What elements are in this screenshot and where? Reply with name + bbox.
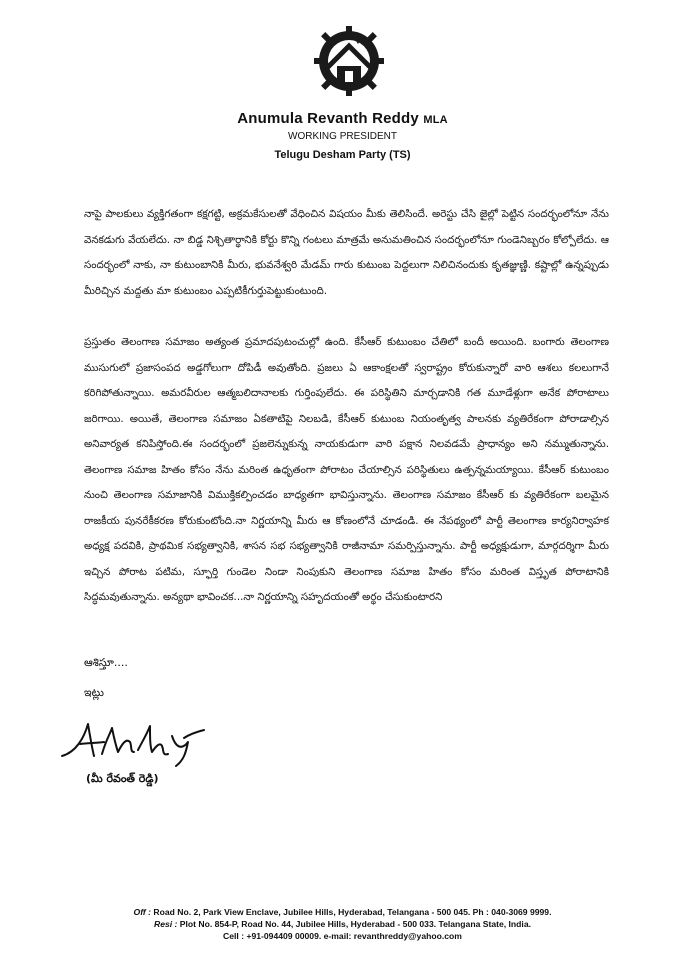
email-label: e-mail: — [323, 931, 352, 941]
residence-address: Plot No. 854-P, Road No. 44, Jubilee Hills, Hyderabad - 500 033. Telangana State, India. — [179, 919, 531, 929]
phone-number: 040-3069 9999. — [491, 907, 552, 917]
cell-number: +91-094409 00009. — [246, 931, 322, 941]
closing-line-1: ఆశిస్తూ.... — [84, 656, 128, 669]
letterhead-role: WORKING PRESIDENT — [288, 131, 397, 142]
footer-office-line — [0, 906, 685, 918]
footer-contact-line — [0, 930, 685, 942]
office-label: Off : — [133, 907, 152, 917]
letterhead-party: Telugu Desham Party (TS) — [274, 149, 411, 161]
footer-residence-line — [0, 918, 685, 930]
letter-paragraph-1: నాపై పాలకులు వ్యక్తిగతంగా కక్షగట్టి, అక్రమకేసులతో వేధించిన విషయం మీకు తెలిసిందే. అరెస్టు చేసి జైల్లో పెట్టిన సందర్భంలోనూ నేను వెనకడుగు వేయలేదు. నా బిడ్డ నిశ్చితార్థానికి కోర్టు కొన్ని గంటలు మాత్రమే అనుమతించిన సందర్భంలోనూ గుండెనిబ్బరం కోల్పోలేదు. ఆ సందర్భంలో నాకు, నా కుటుంబానికి మీరు, భువనేశ్వరి మేడమ్ గారు కుటుంబ పెద్దలుగా నిలిచినందుకు కృతజ్ఞుణ్ణి. కష్టాల్లో ఉన్నప్పుడు మీరిచ్చిన మద్దతు మా కుటుంబం ఎప్పటికీగుర్తుపెట్టుకుంటుంది. — [84, 208, 609, 297]
party-logo — [314, 26, 384, 96]
letter-paragraph-2: ప్రస్తుతం తెలంగాణ సమాజం అత్యంత ప్రమాదపుటంచుల్లో ఉంది. కేసీఆర్ కుటుంబం చేతిలో బందీ అయింది. బంగారు తెలంగాణ ముసుగులో ప్రజాసంపద అడ్డగోలుగా దోపిడీ అవుతోంది. ప్రజలు ఏ ఆకాంక్షలతో స్వరాష్ట్రం కోరుకున్నారో వారి ఆశలు కలలుగానే కరిగిపోతున్నాయి. అమరవీరుల ఆత్మబలిదానాలకు గుర్తింపులేదు. ఈ పరిస్థితిని మార్చడానికి గత మూడేళ్లుగా అనేక పోరాటాలు జరిగాయి. అయితే, తెలంగాణ సమాజం ఏకతాటిపై నిలబడి, కేసీఆర్ కుటుంబ నియంతృత్వ పాలనకు వ్యతిరేకంగా పోరాడాల్సిన అనివార్యత కనిపిస్తోంది.ఈ సందర్భంలో ప్రజలెన్నుకున్న నాయకుడుగా వారి పక్షాన నిలవడమే ప్రాధాన్యం అని నమ్ముతున్నాను. తెలంగాణ సమాజ హితం కోసం నేను మరింత ఉధృతంగా పోరాటం చేయాల్సిన పరిస్థితులు ఉత్పన్నమయ్యాయి. కేసీఆర్ కుటుంబం నుంచి తెలంగాణ సమాజానికి విముక్తికల్పించడం బాధ్యతగా భావిస్తున్నాను. తెలంగాణ సమాజం కేసీఆర్ కు వ్యతిరేకంగా బలమైన రాజకీయ పునరేకీకరణ కోరుకుంటోంది.నా నిర్ణయాన్ని మీరు ఆ కోణంలోనే చూడండి. ఈ నేపథ్యంలో పార్టీ తెలంగాణ కార్యనిర్వాహక అధ్యక్ష పదవికి, ప్రాథమిక సభ్యత్వానికి, శాసన సభ సభ్యత్వానికి రాజీనామా సమర్పిస్తున్నాను. పార్టీ అధ్యక్షుడుగా, మార్గదర్శిగా మీరు ఇచ్చిన పోరాట పటిమ, స్ఫూర్తి గుండెల నిండా నింపుకుని తెలంగాణ సమాజ హితం కోసం మరింత విస్తృత పోరాటానికి సిద్ధమవుతున్నాను. అన్యథా భావించక...నా నిర్ణయాన్ని సహృదయంతో అర్థం చేసుకుంటారని — [84, 336, 609, 603]
letterhead-name — [0, 110, 685, 127]
letterhead-name-text: Anumula Revanth Reddy — [237, 110, 419, 127]
office-address: Road No. 2, Park View Enclave, Jubilee Hills, Hyderabad, Telangana - 500 045. — [153, 907, 471, 917]
letterhead-name-suffix: MLA — [423, 114, 448, 126]
email-address: revanthreddy@yahoo.com — [353, 931, 462, 941]
cell-label: Cell : — [223, 931, 245, 941]
footer — [0, 906, 685, 942]
handwritten-signature — [58, 716, 208, 768]
signer-name: (మీ రేవంత్ రెడ్డి) — [86, 772, 159, 785]
residence-label: Resi : — [154, 919, 178, 929]
phone-label: Ph : — [472, 907, 489, 917]
closing-line-2: ఇట్లు — [84, 686, 104, 699]
